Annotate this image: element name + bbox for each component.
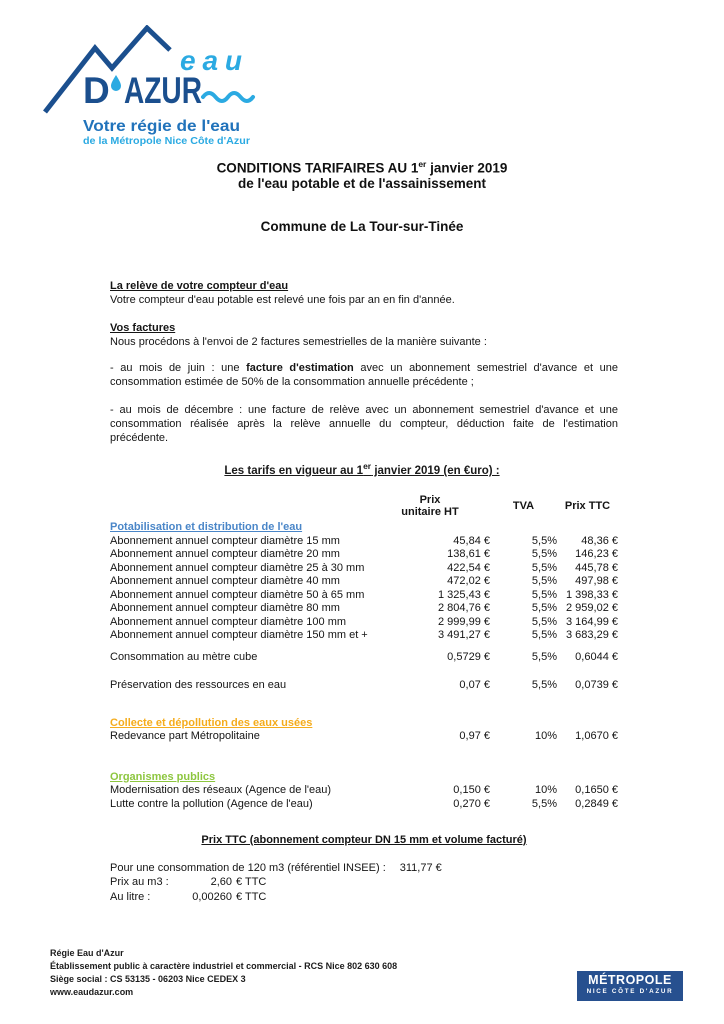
row-label: Abonnement annuel compteur diamètre 50 à 65 mm — [110, 588, 365, 601]
title-line1-suffix: janvier 2019 — [426, 160, 508, 176]
title-line-1 — [0, 157, 724, 176]
table-row — [110, 616, 618, 630]
row-price-ht: 138,61 € — [447, 548, 490, 560]
commune-title: Commune de La Tour-sur-Tinée — [260, 219, 464, 234]
litre-value: 0,00260 — [192, 890, 232, 903]
row-tva: 5,5% — [531, 615, 557, 628]
row-tva: 10% — [534, 784, 557, 796]
logo-tagline-2: de la Métropole Nice Côte d'Azur — [83, 135, 250, 147]
m3-label: Prix au m3 : — [110, 876, 169, 888]
row-price-ht: 3 491,27 € — [438, 629, 490, 641]
bullet-june-bold: facture d'estimation — [246, 362, 354, 374]
tariffs-table — [110, 495, 618, 811]
consumption-line — [110, 861, 618, 876]
row-price-ht: 1 325,43 € — [438, 588, 490, 601]
logo-brand-d: D — [83, 70, 110, 111]
table-row — [110, 629, 618, 643]
group-heading-potabilisation: Potabilisation et distribution de l'eau — [110, 521, 303, 533]
prix-ttc-section — [110, 833, 618, 904]
header-ht-line2: unitaire HT — [401, 505, 459, 518]
row-price-ttc: 497,98 € — [575, 575, 618, 587]
litre-label: Au litre : — [110, 890, 151, 903]
row-price-ttc: 1 398,33 € — [566, 588, 618, 601]
row-tva: 5,5% — [531, 534, 557, 547]
row-price-ht: 472,02 € — [447, 575, 490, 587]
row-tva: 5,5% — [531, 629, 557, 641]
table-row-consommation — [110, 651, 618, 665]
m3-value: 2,60 — [210, 876, 232, 888]
tariffs-heading-suffix: janvier 2019 (en €uro) : — [371, 464, 500, 477]
factures-heading: Vos factures — [110, 322, 176, 334]
row-label: Modernisation des réseaux (Agence de l'eau) — [110, 784, 332, 796]
title-line1-prefix: CONDITIONS TARIFAIRES AU 1 — [216, 160, 419, 176]
row-tva: 5,5% — [531, 588, 557, 601]
title-line-2: de l'eau potable et de l'assainissement — [237, 176, 486, 191]
footer-legal: Établissement public à caractère industriel et commercial - RCS Nice 802 630 608 — [50, 961, 398, 971]
bullet-june — [110, 361, 618, 389]
eau-dazur-logo — [40, 25, 270, 153]
litre-line — [110, 890, 618, 905]
intro-section — [110, 279, 618, 445]
table-row — [110, 562, 618, 576]
tariffs-heading-superscript: er — [363, 461, 372, 471]
row-tva: 5,5% — [531, 602, 557, 614]
table-row-redevance — [110, 730, 618, 744]
row-price-ht: 2 804,76 € — [438, 602, 490, 614]
logo-brand-azur: AZUR — [124, 70, 202, 111]
table-row-lutte-pollution — [110, 798, 618, 812]
table-row — [110, 535, 618, 549]
row-price-ht: 422,54 € — [447, 561, 490, 574]
row-price-ttc: 0,1650 € — [575, 784, 618, 796]
wave-icon — [203, 93, 253, 101]
table-row — [110, 602, 618, 616]
metropole-title: MÉTROPOLE — [588, 973, 672, 987]
row-price-ht: 0,150 € — [453, 784, 490, 796]
bullet-june-pre: - au mois de juin : une — [110, 362, 247, 374]
row-label: Abonnement annuel compteur diamètre 150 mm et + — [110, 629, 368, 641]
row-price-ht: 0,5729 € — [447, 650, 490, 663]
row-tva: 10% — [534, 730, 557, 742]
row-tva: 5,5% — [531, 679, 557, 691]
row-price-ttc: 48,36 € — [581, 534, 618, 547]
header-ht-line1: Prix — [419, 494, 441, 506]
table-row-modernisation — [110, 784, 618, 798]
row-label: Lutte contre la pollution (Agence de l'eau) — [110, 797, 313, 810]
row-tva: 5,5% — [531, 561, 557, 574]
row-price-ht: 2 999,99 € — [438, 615, 490, 628]
header-prix-unitaire-ht — [370, 495, 490, 518]
table-row — [110, 575, 618, 589]
row-price-ht: 45,84 € — [453, 534, 490, 547]
water-drop-icon — [111, 75, 121, 91]
row-label: Abonnement annuel compteur diamètre 80 mm — [110, 602, 340, 614]
header-tva: TVA — [512, 499, 535, 512]
row-tva: 5,5% — [531, 548, 557, 560]
consumption-label: Pour une consommation de 120 m3 (référentiel INSEE) : — [110, 861, 386, 874]
table-header-row — [110, 495, 618, 518]
tariffs-heading-text — [224, 461, 500, 477]
logo-script-eau: eau — [180, 45, 242, 76]
m3-suffix: € TTC — [236, 876, 267, 888]
row-price-ttc: 0,2849 € — [575, 797, 618, 810]
table-row — [110, 589, 618, 603]
row-label: Redevance part Métropolitaine — [110, 730, 260, 742]
row-price-ttc: 0,6044 € — [575, 650, 618, 663]
row-price-ttc: 445,78 € — [575, 561, 618, 574]
row-price-ht: 0,270 € — [453, 797, 490, 810]
footer — [50, 947, 397, 999]
row-price-ht: 0,07 € — [459, 679, 490, 691]
row-price-ttc: 3 164,99 € — [566, 615, 618, 628]
table-row — [110, 548, 618, 562]
factures-intro: Nous procédons à l'envoi de 2 factures semestrielles de la manière suivante : — [110, 336, 487, 348]
footer-website: www.eaudazur.com — [50, 987, 134, 997]
header-prix-ttc: Prix TTC — [564, 499, 611, 512]
logo-tagline-1: Votre régie de l'eau — [83, 118, 240, 135]
bullet-june-post: avec un abonnement semestriel d'avance et une consommation estimée de 50% de la consommation annuelle précédente ; — [110, 362, 618, 388]
footer-address: Siège social : CS 53135 - 06203 Nice CEDEX 3 — [50, 974, 246, 984]
prix-ttc-heading: Prix TTC (abonnement compteur DN 15 mm et volume facturé) — [201, 834, 527, 846]
group-heading-collecte: Collecte et dépollution des eaux usées — [110, 716, 313, 729]
m3-line — [110, 875, 618, 890]
row-label: Abonnement annuel compteur diamètre 15 mm — [110, 534, 340, 547]
row-price-ht: 0,97 € — [459, 730, 490, 742]
row-label: Abonnement annuel compteur diamètre 100 mm — [110, 615, 347, 628]
title-superscript: er — [418, 159, 427, 169]
row-tva: 5,5% — [531, 575, 557, 587]
releve-heading: La relève de votre compteur d'eau — [110, 280, 289, 292]
row-tva: 5,5% — [531, 797, 557, 810]
group-heading-organismes: Organismes publics — [110, 770, 216, 783]
row-label: Abonnement annuel compteur diamètre 25 à 30 mm — [110, 561, 365, 574]
row-tva: 5,5% — [531, 650, 557, 663]
releve-text: Votre compteur d'eau potable est relevé une fois par an en fin d'année. — [110, 294, 455, 306]
consumption-value: 311,77 € — [399, 861, 442, 874]
row-price-ttc: 2 959,02 € — [566, 602, 618, 614]
row-price-ttc: 3 683,29 € — [566, 629, 618, 641]
row-label: Préservation des ressources en eau — [110, 679, 287, 691]
document-title — [0, 157, 724, 192]
footer-company: Régie Eau d'Azur — [50, 948, 124, 958]
row-price-ttc: 1,0670 € — [575, 730, 618, 742]
tariffs-heading — [0, 461, 724, 477]
row-label: Abonnement annuel compteur diamètre 20 mm — [110, 548, 340, 560]
litre-suffix: € TTC — [236, 890, 267, 903]
metropole-subtitle: NICE CÔTE D'AZUR — [586, 988, 674, 995]
row-price-ttc: 0,0739 € — [575, 679, 618, 691]
table-row-preservation — [110, 679, 618, 693]
row-price-ttc: 146,23 € — [575, 548, 618, 560]
metropole-logo — [577, 971, 683, 1001]
bullet-december: - au mois de décembre : une facture de relève avec un abonnement semestriel d'avance et une consommation réalisée après la relève annuelle du compteur, déduction faite de l'estimation précédente. — [110, 404, 618, 444]
tariffs-heading-prefix: Les tarifs en vigueur au 1 — [224, 464, 364, 477]
row-label: Abonnement annuel compteur diamètre 40 mm — [110, 575, 340, 587]
row-label: Consommation au mètre cube — [110, 650, 258, 663]
